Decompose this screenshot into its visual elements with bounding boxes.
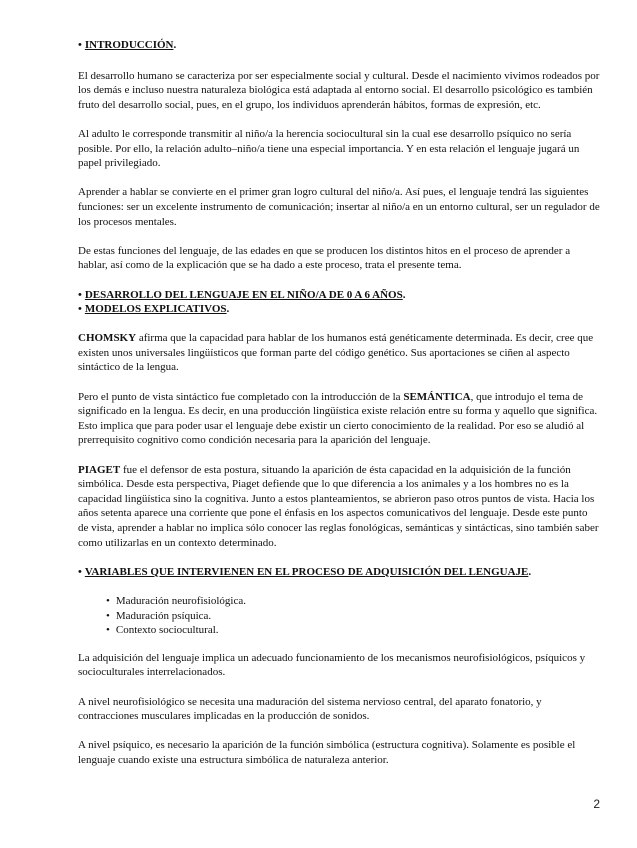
section-heading-introduccion: • INTRODUCCIÓN. xyxy=(78,39,177,51)
paragraph-intro-3: Aprender a hablar se convierte en el primer gran logro cultural del niño/a. Así pues, el lenguaje tendrá las siguientes funciones: ser un excelente instrumento de comunicación; insertar al niño/a en un entorno cultural, ser un regulador de los procesos mentales. xyxy=(78,186,600,228)
paragraph-intro-1: El desarrollo humano se caracteriza por ser especialmente social y cultural. Desde el nacimiento vivimos rodeados por los demás e incluso nuestra naturaleza biológica está adaptada al entorno social. El desarrollo psicológico es también fruto del desarrollo social, pues, en el grupo, los individuos aprenderán hábitos, formas de expresión, etc. xyxy=(78,69,600,111)
bullet-icon: • xyxy=(78,288,82,301)
section-heading-desarrollo: • DESARROLLO DEL LENGUAJE EN EL NIÑO/A DE 0 A 6 AÑOS. xyxy=(78,288,406,301)
paragraph-variables-2: A nivel neurofisiológico se necesita una maduración del sistema nervioso central, del aparato fonatorio, y contracciones musculares implicadas en la producción de sonidos. xyxy=(78,695,542,723)
paragraph-intro-2: Al adulto le corresponde transmitir al niño/a la herencia sociocultural sin la cual ese desarrollo psíquico no sería posible. Por ello, la relación adulto–niño/a tiene una especial importancia. Y en esta relación el lenguaje jugará un papel privilegiado. xyxy=(78,127,580,170)
list-item: • Maduración neurofisiológica. xyxy=(106,594,600,609)
semantica-term: SEMÁNTICA xyxy=(403,390,471,403)
paragraph-variables-1: La adquisición del lenguaje implica un adecuado funcionamiento de los mecanismos neurofisiológicos, psíquicos y socioculturales interrelacionados. xyxy=(78,651,586,679)
chomsky-name: CHOMSKY xyxy=(78,332,137,345)
paragraph-intro-4: De estas funciones del lenguaje, de las edades en que se producen los distintos hitos en el proceso de aprender a hablar, así como de la explicación que se ha dado a este proceso, trata el presente tema. xyxy=(78,244,571,272)
bullet-icon: • xyxy=(78,303,82,316)
paragraph-semantica: Pero el punto de vista sintáctico fue completado con la introducción de la SEMÁNTICA, que introdujo el tema de significado en la lengua. Es decir, en una producción lingüística existe relación entre su forma y aquello que significa. Esto implica que para poder usar el lenguaje debe existir un cierto conocimiento de la realidad. Por eso se aludió al prerrequisito cognitivo como condición necesaria para la aparición del lenguaje. xyxy=(78,390,598,447)
variables-list xyxy=(106,594,600,638)
list-item: • Contexto sociocultural. xyxy=(106,623,600,638)
section-heading-modelos: • MODELOS EXPLICATIVOS. xyxy=(78,303,230,316)
section-heading-variables: • VARIABLES QUE INTERVIENEN EN EL PROCESO DE ADQUISICIÓN DEL LENGUAJE. xyxy=(78,565,532,578)
paragraph-chomsky: CHOMSKY afirma que la capacidad para hablar de los humanos está genéticamente determinada. Es decir, cree que existen unos universales lingüísticos que forman parte del código genético. Sus aportaciones se ciñen al aspecto sintáctico de la lengua. xyxy=(78,332,594,374)
paragraph-variables-3: A nivel psíquico, es necesario la aparición de la función simbólica (estructura cognitiva). Solamente es posible el lenguaje cuando existe una estructura simbólica de naturaleza anterior. xyxy=(78,739,576,766)
piaget-name: PIAGET xyxy=(78,463,121,476)
paragraph-piaget: PIAGET fue el defensor de esta postura, situando la aparición de ésta capacidad en la adquisición de la función simbólica. Desde esta perspectiva, Piaget defiende que lo que diferencia a los animales y a los hombres no es la capacidad lingüística sino la cognitiva. Junto a estos planteamientos, se abrieron paso otros puntos de vista. Hacia los años setenta aparece una corriente que pone el énfasis en los aspectos comunicativos del lenguaje. Desde este punto de vista, aprender a hablar no implica sólo conocer las reglas fonológicas, semánticas y sintácticas, sino también saber como utilizarlas en un contexto determinado. xyxy=(78,463,599,549)
list-item: • Maduración psíquica. xyxy=(106,609,600,624)
bullet-icon: • xyxy=(78,39,82,51)
document-page xyxy=(78,38,600,782)
page-number: 2 xyxy=(593,797,600,811)
bullet-icon: • xyxy=(78,565,82,578)
